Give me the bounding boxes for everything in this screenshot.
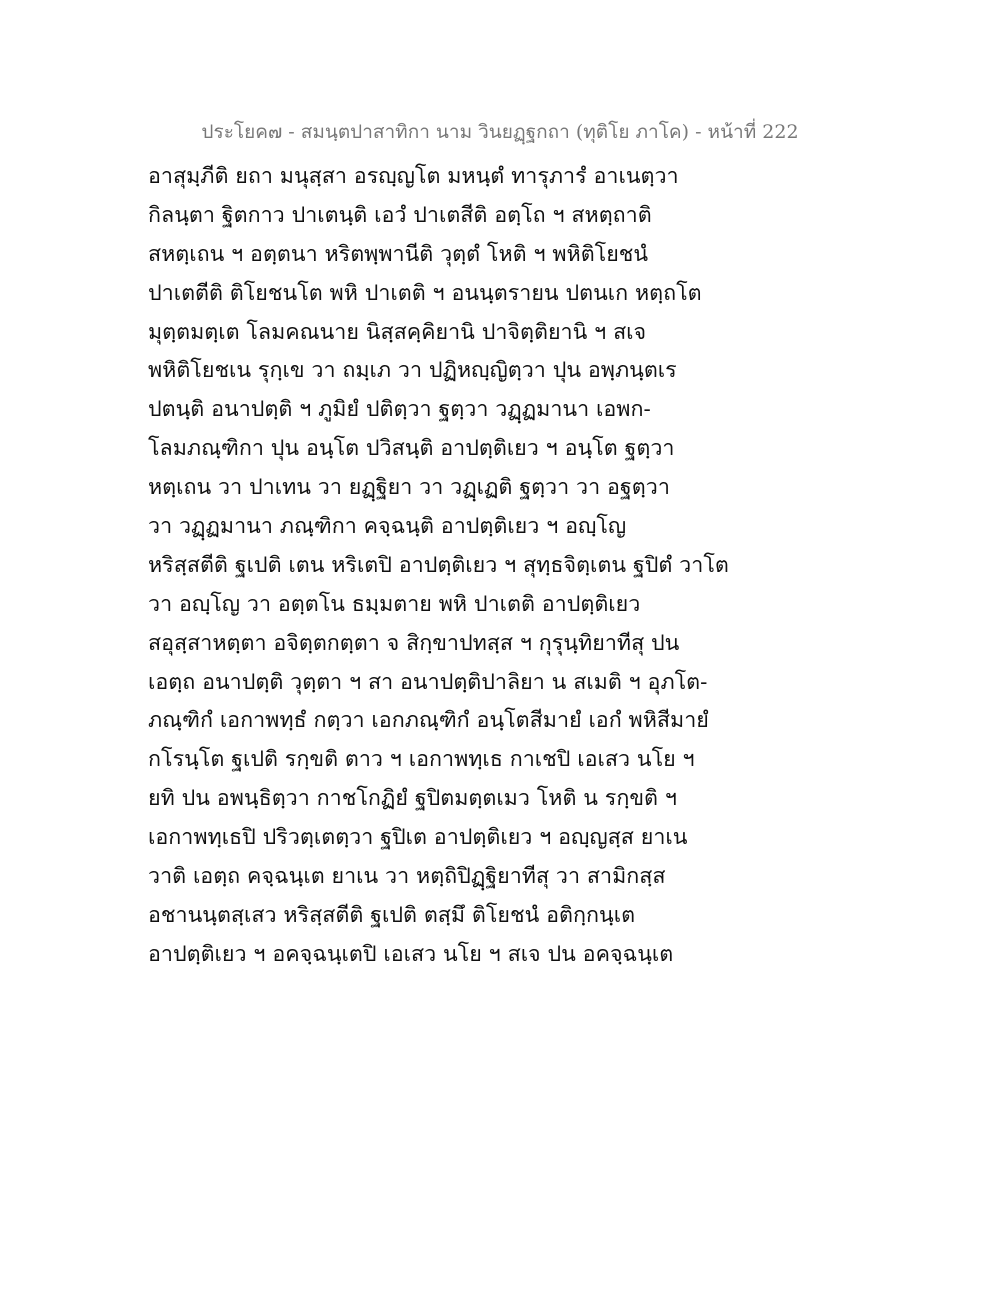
- text-line: อชานนฺตสฺเสว หริสฺสตีติ ฐเปติ ตสฺมึ ติโยชนํ อติกฺกนฺเต: [148, 902, 636, 928]
- text-line: เอตฺถ อนาปตฺติ วุตฺตา ฯ สา อนาปตฺติปาลิยา น สเมติ ฯ อุภโต-: [148, 669, 708, 695]
- text-line: วา อญฺโญ วา อตฺตโน ธมฺมตาย พหิ ปาเตติ อาปตฺติเยว: [148, 591, 641, 617]
- text-line: วาติ เอตฺถ คจฺฉนฺเต ยาเน วา หตฺถิปิฏฺฐิยาทีสุ วา สามิกสฺส: [148, 864, 666, 890]
- text-line: มุตฺตมตฺเต โลมคณนาย นิสฺสคฺคิยานิ ปาจิตฺติยานิ ฯ สเจ: [148, 319, 647, 345]
- text-line: อาสุมฺภีติ ยถา มนุสฺสา อรญฺญโต มหนฺตํ ทารุภารํ อาเนตฺวา: [148, 164, 679, 189]
- page-header: ประโยค๗ - สมนฺตปาสาทิกา นาม วินยฏฺฐกถา (ทุติโย ภาโค) - หน้าที่ 222: [201, 121, 799, 143]
- text-line: วา วฏฺฏมานา ภณฺฑิกา คจฺฉนฺติ อาปตฺติเยว ฯ อญฺโญ: [148, 514, 627, 540]
- text-line: สหตฺเถน ฯ อตฺตนา หริตพฺพานีติ วุตฺตํ โหติ ฯ พหิติโยชนํ: [148, 241, 649, 267]
- text-line: พหิติโยชเน รุกฺเข วา ถมฺเภ วา ปฏิหญฺญิตฺวา ปุน อพฺภนฺตเร: [148, 358, 677, 384]
- text-line: เอกาพทฺเธปิ ปริวตฺเตตฺวา ฐปิเต อาปตฺติเยว ฯ อญฺญสฺส ยาเน: [148, 825, 688, 851]
- text-line: ภณฺฑิกํ เอกาพทฺธํ กตฺวา เอกภณฺฑิกํ อนฺโตสีมายํ เอกํ พหิสีมายํ: [148, 708, 709, 734]
- text-line: โลมภณฺฑิกา ปุน อนฺโต ปวิสนฺติ อาปตฺติเยว ฯ อนฺโต ฐตฺวา: [148, 436, 675, 462]
- text-line: สอุสฺสาหตฺตา อจิตฺตกตฺตา จ สิกฺขาปทสฺส ฯ กุรุนฺทิยาทีสุ ปน: [148, 630, 680, 656]
- text-line: ปตนฺติ อนาปตฺติ ฯ ภูมิยํ ปติตฺวา ฐตฺวา วฏฺฏมานา เอพก-: [148, 397, 651, 423]
- text-line: ยทิ ปน อพนฺธิตฺวา กาชโกฏิยํ ฐปิตมตฺตเมว โหติ น รกฺขติ ฯ: [148, 786, 677, 812]
- body-text: [148, 158, 868, 975]
- text-line: กโรนฺโต ฐเปติ รกฺขติ ตาว ฯ เอกาพทฺเธ กาเชปิ เอเสว นโย ฯ: [148, 747, 695, 773]
- text-line: อาปตฺติเยว ฯ อคจฺฉนฺเตปิ เอเสว นโย ฯ สเจ ปน อคจฺฉนฺเต: [148, 941, 674, 967]
- text-line: หริสฺสตีติ ฐเปติ เตน หริเตปิ อาปตฺติเยว ฯ สุทฺธจิตฺเตน ฐปิตํ วาโต: [148, 552, 729, 578]
- text-line: ปาเตตีติ ติโยชนโต พหิ ปาเตติ ฯ อนนฺตรายน ปตนเก หตฺถโต: [148, 280, 702, 306]
- text-line: หตฺเถน วา ปาเทน วา ยฏฺฐิยา วา วฏฺเฏติ ฐตฺวา วา อฐตฺวา: [148, 475, 670, 501]
- text-line: กิลนฺตา ฐิตกาว ปาเตนฺติ เอวํ ปาเตสีติ อตฺโถ ฯ สหตฺถาติ: [148, 202, 652, 228]
